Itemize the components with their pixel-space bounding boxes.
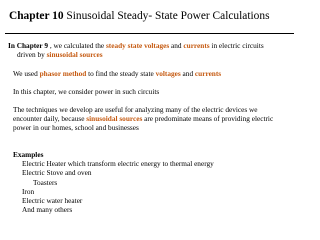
example-item: Iron [22, 186, 35, 196]
example-item: Electric water heater [22, 196, 83, 206]
paragraph-line: The techniques we develop are useful for analyzing many of the electric devices we [13, 105, 258, 114]
highlight-sinusoidal-sources: sinusoidal sources [46, 50, 103, 60]
title-text: Sinusoidal Steady- State Power Calculations [66, 10, 270, 22]
example-item: Electric Heater which transform electric energy to thermal energy [22, 159, 214, 169]
paragraph-chapter9 [8, 41, 264, 59]
paragraph-techniques [13, 105, 273, 133]
paragraph-line: encounter daily, because sinusoidal sources are predominate means of providing electric [13, 114, 274, 124]
example-item: Toasters [33, 177, 58, 187]
chapter-label: Chapter 10 [9, 10, 64, 22]
highlight-voltages: voltages [155, 69, 181, 78]
highlight-phasor-method: phasor method [39, 69, 87, 78]
paragraph-power: In this chapter, we consider power in such circuits [13, 87, 160, 96]
examples-section [13, 150, 214, 214]
examples-heading: Examples [13, 150, 44, 159]
title-divider [5, 33, 294, 34]
paragraph-line: power in our homes, school and businesses [13, 123, 139, 133]
paragraph-phasor: We used phasor method to find the steady state voltages and currents [13, 69, 222, 78]
paragraph-line: driven by sinusoidal sources [17, 50, 103, 60]
highlight-sinusoidal-sources: sinusoidal sources [86, 114, 143, 124]
example-item: And many others [22, 205, 73, 215]
paragraph-line: In Chapter 9 , we calculated the steady state voltages and currents in electric circuits [8, 41, 264, 50]
highlight-currents: currents [183, 41, 210, 50]
highlight-currents: currents [194, 69, 222, 78]
example-item: Electric Stove and oven [22, 168, 92, 178]
slide-title [9, 9, 294, 23]
highlight-steady-state-voltages: steady state voltages [105, 41, 170, 50]
